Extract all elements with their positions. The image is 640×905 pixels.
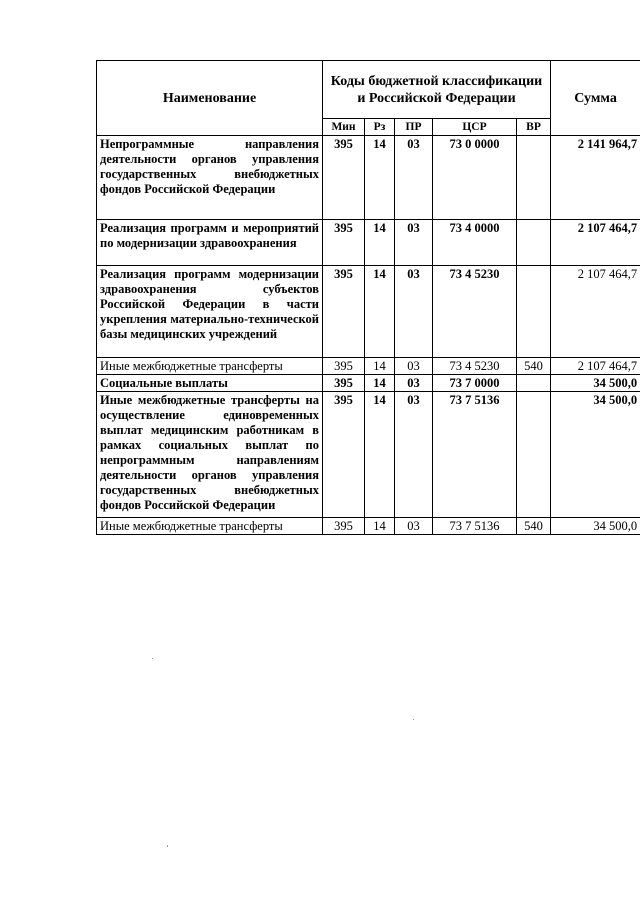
header-csr: ЦСР (433, 119, 517, 136)
row-vr: 540 (517, 518, 551, 535)
table-row (97, 266, 640, 358)
row-csr: 73 7 5136 (433, 518, 517, 535)
row-sum: 34 500,0 (551, 392, 640, 518)
row-min: 395 (323, 266, 365, 358)
scan-speck (413, 719, 414, 720)
row-name: Непрограммные направления деятельности органов управления государственных внебюджетных фондов Российской Федерации (97, 136, 323, 220)
row-rz: 14 (365, 375, 395, 392)
row-min: 395 (323, 358, 365, 375)
row-rz: 14 (365, 266, 395, 358)
row-rz: 14 (365, 136, 395, 220)
row-pr: 03 (395, 375, 433, 392)
row-name: Реализация программ и мероприятий по модернизации здравоохранения (97, 220, 323, 266)
row-sum: 2 107 464,7 (551, 358, 640, 375)
row-min: 395 (323, 375, 365, 392)
table-row (97, 375, 640, 392)
header-sum: Сумма (551, 61, 640, 136)
row-vr: 540 (517, 358, 551, 375)
row-vr (517, 220, 551, 266)
row-name: Социальные выплаты (97, 375, 323, 392)
row-pr: 03 (395, 136, 433, 220)
row-sum: 2 141 964,7 (551, 136, 640, 220)
table-row (97, 136, 640, 220)
row-rz: 14 (365, 220, 395, 266)
row-rz: 14 (365, 358, 395, 375)
budget-table (96, 60, 640, 535)
row-sum: 2 107 464,7 (551, 220, 640, 266)
row-pr: 03 (395, 220, 433, 266)
row-vr (517, 136, 551, 220)
header-name: Наименование (97, 61, 323, 136)
header-vr: ВР (517, 119, 551, 136)
row-min: 395 (323, 392, 365, 518)
row-csr: 73 0 0000 (433, 136, 517, 220)
row-csr: 73 4 5230 (433, 266, 517, 358)
header-min: Мин (323, 119, 365, 136)
row-pr: 03 (395, 392, 433, 518)
row-sum: 34 500,0 (551, 375, 640, 392)
row-csr: 73 4 0000 (433, 220, 517, 266)
row-csr: 73 4 5230 (433, 358, 517, 375)
row-csr: 73 7 5136 (433, 392, 517, 518)
row-vr (517, 375, 551, 392)
row-name: Иные межбюджетные трансферты (97, 358, 323, 375)
header-rz: Рз (365, 119, 395, 136)
header-codes: Коды бюджетной классификации и Российской Федерации (323, 61, 551, 119)
row-pr: 03 (395, 358, 433, 375)
row-rz: 14 (365, 392, 395, 518)
table-row (97, 220, 640, 266)
row-csr: 73 7 0000 (433, 375, 517, 392)
row-min: 395 (323, 220, 365, 266)
row-rz: 14 (365, 518, 395, 535)
row-min: 395 (323, 518, 365, 535)
row-vr (517, 266, 551, 358)
row-pr: 03 (395, 518, 433, 535)
table-row (97, 358, 640, 375)
row-vr (517, 392, 551, 518)
row-min: 395 (323, 136, 365, 220)
row-name: Иные межбюджетные трансферты (97, 518, 323, 535)
table-row (97, 392, 640, 518)
row-sum: 2 107 464,7 (551, 266, 640, 358)
row-name: Иные межбюджетные трансферты на осуществление единовременных выплат медицинским работникам в рамках социальных выплат по непрограммным направлениям деятельности органов управления государственных внебюджетных фондов Российской Федерации (97, 392, 323, 518)
row-name: Реализация программ модернизации здравоохранения субъектов Российской Федерации в части укрепления материально-технической базы медицинских учреждений (97, 266, 323, 358)
scan-speck (167, 845, 168, 847)
row-pr: 03 (395, 266, 433, 358)
header-pr: ПР (395, 119, 433, 136)
table-row (97, 518, 640, 535)
scan-speck (152, 658, 153, 659)
row-sum: 34 500,0 (551, 518, 640, 535)
